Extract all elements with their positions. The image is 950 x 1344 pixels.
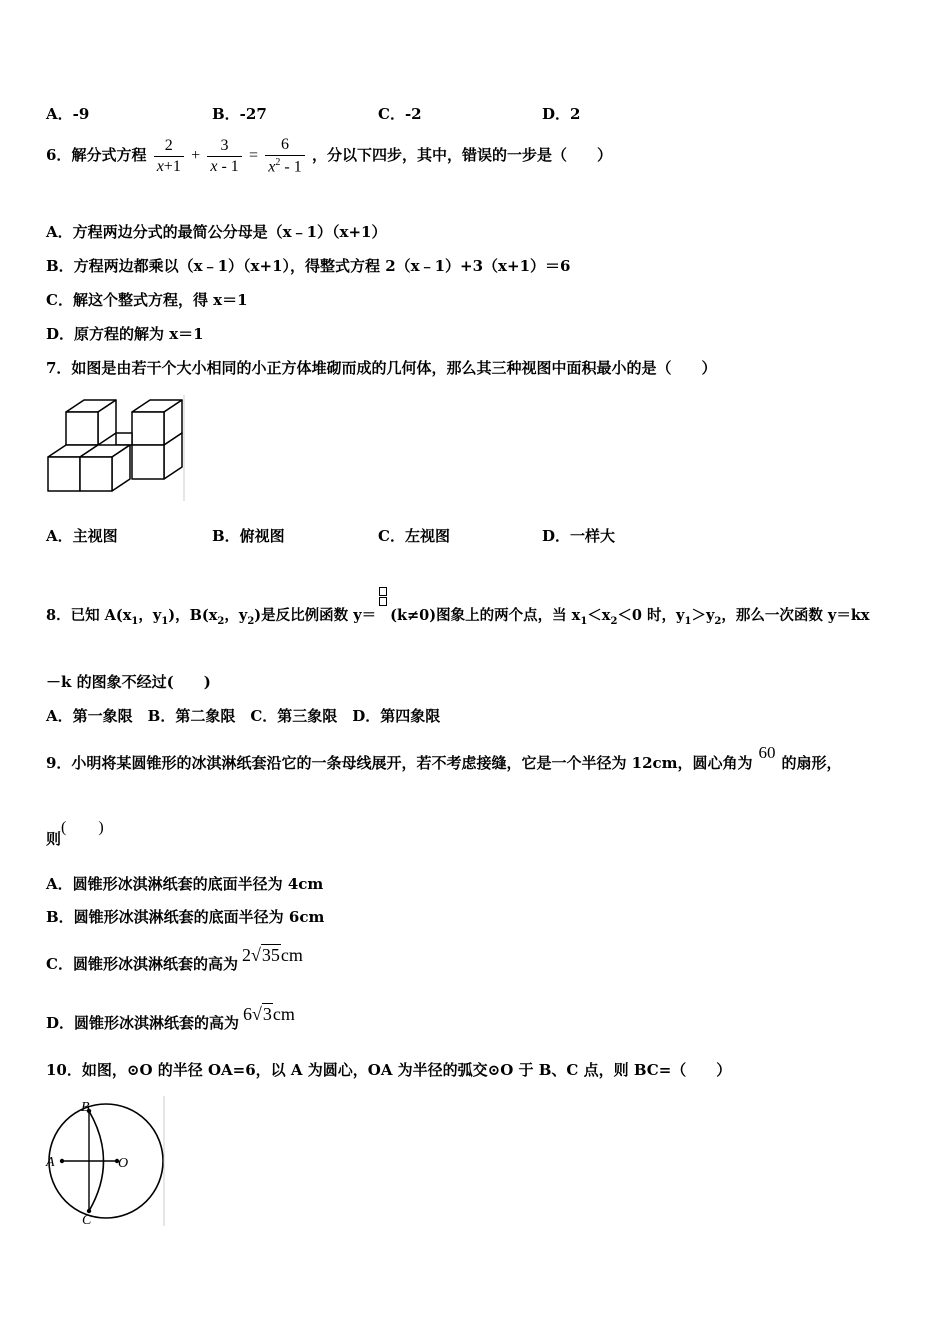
q6-number: 6．	[46, 146, 72, 165]
q5-option-c: C．-2	[378, 105, 422, 123]
q6-option-a: A．方程两边分式的最简公分母是（x﹣1）（x+1）	[46, 223, 387, 241]
q6-equals: =	[249, 147, 259, 165]
q9-paren: ( )	[61, 819, 104, 836]
q7-option-d: D．一样大	[542, 527, 616, 545]
q8-stem-line2: －k 的图象不经过( )	[46, 673, 211, 691]
q9-option-d-value: 6√3cm	[243, 1004, 295, 1024]
q5-option-a: A．-9	[46, 105, 90, 123]
q6-option-d: D．原方程的解为 x＝1	[46, 325, 204, 343]
point-a-label: A	[46, 1155, 55, 1170]
q7-option-c: C．左视图	[378, 527, 450, 545]
q6-lead: 解分式方程	[71, 146, 147, 165]
q9-option-c-value: 2√35cm	[241, 945, 303, 965]
point-b-label: B	[81, 1100, 90, 1115]
q10-stem: 10．如图，⊙O 的半径 OA=6，以 A 为圆心，OA 为半径的弧交⊙O 于 B、C 点，则 BC=（ ）	[46, 1061, 732, 1079]
q9-option-a: A．圆锥形冰淇淋纸套的底面半径为 4cm	[46, 875, 324, 893]
q9-stem: 9．小明将某圆锥形的冰淇淋纸套沿它的一条母线展开，若不考虑接缝，它是一个半径为 12cm，圆心角为60的扇形，	[46, 743, 842, 772]
q7-cube-figure	[44, 395, 188, 501]
q5-option-b: B．-27	[212, 105, 267, 123]
q7-option-a: A．主视图	[46, 527, 118, 545]
q7-stem: 7．如图是由若干个大小相同的小正方体堆砌而成的几何体，那么其三种视图中面积最小的是（ ）	[46, 359, 717, 377]
q6-option-c: C．解这个整式方程，得 x＝1	[46, 291, 248, 309]
q9-angle: 60	[758, 743, 776, 762]
q8-k-over-x-fraction	[379, 586, 387, 607]
q10-circle-figure	[42, 1096, 168, 1226]
q8-options: A．第一象限 B．第二象限 C．第三象限 D．第四象限	[46, 707, 441, 725]
q5-option-d: D．2	[542, 105, 581, 123]
q9-then: 则( )	[46, 819, 104, 848]
q8-stem: 8．已知 $A(x_1$，$y_1$)，$B(x_2$，$y_2$)是反比例函数 y＝ (k≠0)图象上的两个点，当 $x_1<x_2<0$ 时，$y_1>y_2$，那么一次函数 y＝kx	[46, 604, 870, 627]
q6-stem	[46, 136, 612, 176]
q6-option-b: B．方程两边都乘以（x﹣1）（x+1），得整式方程 2（x﹣1）+3（x+1）＝6	[46, 257, 571, 275]
q6-fraction-3: $\frac{6}{x^2 - 1}$	[265, 136, 304, 176]
q9-option-b: B．圆锥形冰淇淋纸套的底面半径为 6cm	[46, 908, 325, 926]
q6-fraction-1: $\frac{2}{x+1}$	[154, 137, 184, 176]
q6-tail: ，分以下四步，其中，错误的一步是（ ）	[311, 146, 612, 165]
q9-option-d: D．圆锥形冰淇淋纸套的高为 6√3cm	[46, 1004, 295, 1032]
q6-fraction-2: $\frac{3}{x - 1}$	[207, 137, 241, 176]
q6-plus: +	[191, 147, 201, 165]
point-o-label: O	[118, 1156, 129, 1171]
q7-option-b: B．俯视图	[212, 527, 285, 545]
point-c-label: C	[82, 1213, 92, 1226]
q9-option-c: C．圆锥形冰淇淋纸套的高为 2√35cm	[46, 945, 303, 973]
